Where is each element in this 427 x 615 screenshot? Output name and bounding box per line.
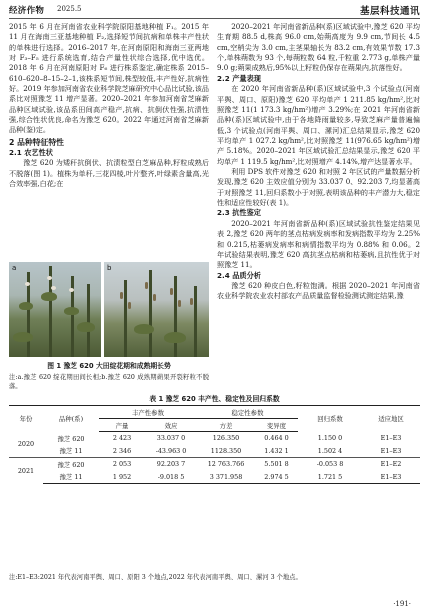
header-year: 年份 — [9, 406, 43, 432]
figure-caption: 图 1 豫芝 620 大田绽花期和成熟期长势 — [47, 362, 171, 370]
cell-region: E1–E3 — [380, 434, 402, 442]
page-header — [9, 4, 420, 18]
header-divider — [9, 18, 420, 19]
cell-region: E1–E2 — [362, 458, 420, 471]
cell-variance: 3 371.958 — [197, 471, 255, 484]
cell-regression: 1.721 5 — [298, 471, 362, 484]
cell-variety: 豫芝 620 — [43, 458, 99, 471]
paragraph: 2020–2021 年河南省新品种(系)区域试验抗性鉴定结果见表 2,豫芝 620 两年的茎点枯病发病率和发病指数平均为 2.25% 和 0.215,枯萎病发病率和病情指数平均为 0.88% 和 0.06。2 年试验结果表明,豫芝 620 高抗茎点枯病和枯萎病,且抗性优于对照豫芝 11。 — [217, 218, 420, 270]
page-number: ·191· — [393, 600, 411, 608]
panel-label-b: b — [107, 264, 112, 272]
paragraph: 豫芝 620 为矮秆抗倒伏、抗渍粒型白芝麻品种,籽粒成熟后不脱落(图 1)。植株为单秆,三花四棱,叶片整齐,叶绿素含量高,光合效率强,白花;在 — [9, 158, 209, 188]
cell-regression: -0.053 8 — [298, 458, 362, 471]
cell-mean: 2 346 — [112, 446, 132, 455]
cell-year: 2021 — [9, 458, 43, 484]
cell-variety: 豫芝 11 — [59, 447, 83, 456]
cell-regression: 1.150 0 — [317, 434, 343, 442]
table-caption: 表 1 豫芝 620 丰产性、稳定性及回归系数 — [149, 395, 280, 403]
journal-logo: 基层科技通讯 — [359, 6, 420, 17]
photo-panel-b — [104, 262, 209, 357]
cell-effect: -43.963 0 — [155, 446, 187, 455]
header-group-yield: 丰产性参数 — [99, 406, 197, 419]
cell-variance: 1128.350 — [210, 446, 242, 455]
subsection-heading: 2.2 产量表现 — [217, 73, 261, 83]
cell-cv: 2.974 5 — [255, 471, 298, 484]
cell-year: 2020 — [17, 440, 35, 449]
cell-variance: 126.350 — [212, 434, 240, 443]
panel-label-a: a — [12, 264, 17, 272]
header-cv: 变异度 — [255, 419, 298, 432]
cell-mean: 2 053 — [99, 458, 145, 471]
header-group-stability: 稳定性参数 — [197, 406, 298, 419]
paragraph: 2015 年 6 月在河南省农业科学院原阳基地种植 F₁。2015 年 11 月在海南三亚基地种植 F₂,选择短节间抗病和单株丰产性状的单株进行选择。2016–2017 年,在河南原阳和海南三亚两地对 F₃–F₅ 进行系统选育,结合产量性状综合选择,优中选优。2018 年 6 月在河南原阳对 F₆ 进行株系鉴定,确定株系 2015–610–620–8–15–2–1,该株系短节间,株型较低,丰产性好,抗病性好。2019 年参加河南省农业科学院芝麻研究中心品比试验,该品系比对照豫芝 11 增产显著。2020–2021 年参加河南省芝麻新品种区域试验,该品系田间高产稳产,抗病、抗倒伏性强,抗渍性强,综合性状优良,命名为豫芝 620。2022 年通过河南省芝麻新品种(鉴)定。 — [9, 22, 209, 135]
cell-region: E1–E3 — [380, 446, 402, 455]
paragraph: 利用 DPS 软件对豫芝 620 和对照 2 年区试的产量数据分析发现,豫芝 620 主效应值分别为 33.037 0、92.203 7,均显著高于对照豫芝 11,回归系数小于对照,表明该品种的丰产潜力大,稳定性和适应性较好(表 1)。 — [217, 166, 420, 207]
photo-panel-a — [9, 262, 101, 357]
cell-cv: 0.464 0 — [264, 434, 289, 443]
cell-regression: 1.502 4 — [317, 446, 343, 455]
cell-effect: 92.203 7 — [145, 458, 197, 471]
paragraph: 在 2020 年河南省新品种(系)区域试验中,3 个试验点(河南平舆、周口、原阳)豫芝 620 平均单产 1 211.85 kg/hm²,比对照豫芝 11(1 173.3 kg/hm²)增产 3.29%;在 2021 年河南省新品种(系)区域试验中,由于各地降雨量较多,导致芝麻产量普遍偏低,3 个试验点(河南平舆、周口、漯河)汇总结果显示,豫芝 620 平均单产 1 027.2 kg/hm²,比对照豫芝 11(976.65 kg/hm²)增产 5.18%。2020–2021 年区域试验汇总结果显示,豫芝 620 平均单产 1 119.5 kg/hm²,比对照增产 4.14%,增产达显著水平。 — [217, 84, 420, 166]
figure-1-photos — [9, 262, 209, 357]
header-region: 适应地区 — [362, 406, 420, 432]
cell-cv: 1.432 1 — [264, 446, 289, 455]
cell-effect: 33.037 0 — [156, 434, 186, 443]
table-row — [9, 445, 420, 458]
table-row — [9, 432, 420, 445]
journal-name: 经济作物 — [9, 6, 45, 16]
paragraph: 2020–2021 年河南省新品种(系)区域试验中,豫芝 620 平均生育期 88.5 d,株高 96.0 cm,始蒴高度为 9.9 cm,节间长 4.5 cm,空梢尖为 3.0 cm,主茎果轴长为 83.2 cm,有效果节数 17.3 个,单株蒴数为 93 个,每蒴粒数 64 粒,千粒重 2.773 g,单株产量 9.0 g;蒴果成熟后,95%以上籽粒仍保存在蒴果内,抗落性好。 — [217, 22, 420, 73]
cell-variety: 豫芝 11 — [43, 471, 99, 484]
header-effect: 效应 — [145, 419, 197, 432]
journal-issue: 2025.5 — [57, 5, 82, 13]
regression-table — [9, 405, 420, 484]
header-regression: 回归系数 — [298, 406, 362, 432]
subsection-heading: 2.3 抗性鉴定 — [217, 208, 261, 218]
header-variance: 方差 — [197, 419, 255, 432]
left-column — [9, 22, 209, 189]
paragraph: 豫芝 620 种皮白色,籽粒饱满。根据 2020–2021 年河南省农业科学院农业农村部农产品质量监督检验测试测定结果,豫 — [217, 281, 420, 301]
cell-region: E1–E3 — [362, 471, 420, 484]
subsection-heading: 2.4 品质分析 — [217, 270, 261, 280]
section-heading: 2 品种特征特性 — [9, 137, 64, 147]
header-mean: 产量 — [99, 419, 145, 432]
cell-mean: 2 423 — [112, 434, 132, 443]
table-row — [9, 471, 420, 484]
table-row — [9, 458, 420, 471]
cell-variance: 12 763.766 — [197, 458, 255, 471]
figure-note: 注:a.豫芝 620 绽花期田间长相;b.豫芝 620 成熟期蒴果开裂籽粒不脱落。 — [9, 374, 209, 390]
cell-mean: 1 952 — [99, 471, 145, 484]
subsection-heading: 2.1 农艺性状 — [9, 147, 53, 157]
cell-variety: 豫芝 620 — [57, 434, 85, 443]
header-variety: 品种(系) — [43, 406, 99, 432]
right-column — [217, 22, 420, 302]
cell-cv: 5.501 8 — [255, 458, 298, 471]
cell-effect: -9.018 5 — [145, 471, 197, 484]
table-note: 注:E1–E3:2021 年代表河南平舆、周口、原阳 3 个地点,2022 年代表河南平舆、周口、漯河 3 个地点。 — [9, 574, 302, 581]
